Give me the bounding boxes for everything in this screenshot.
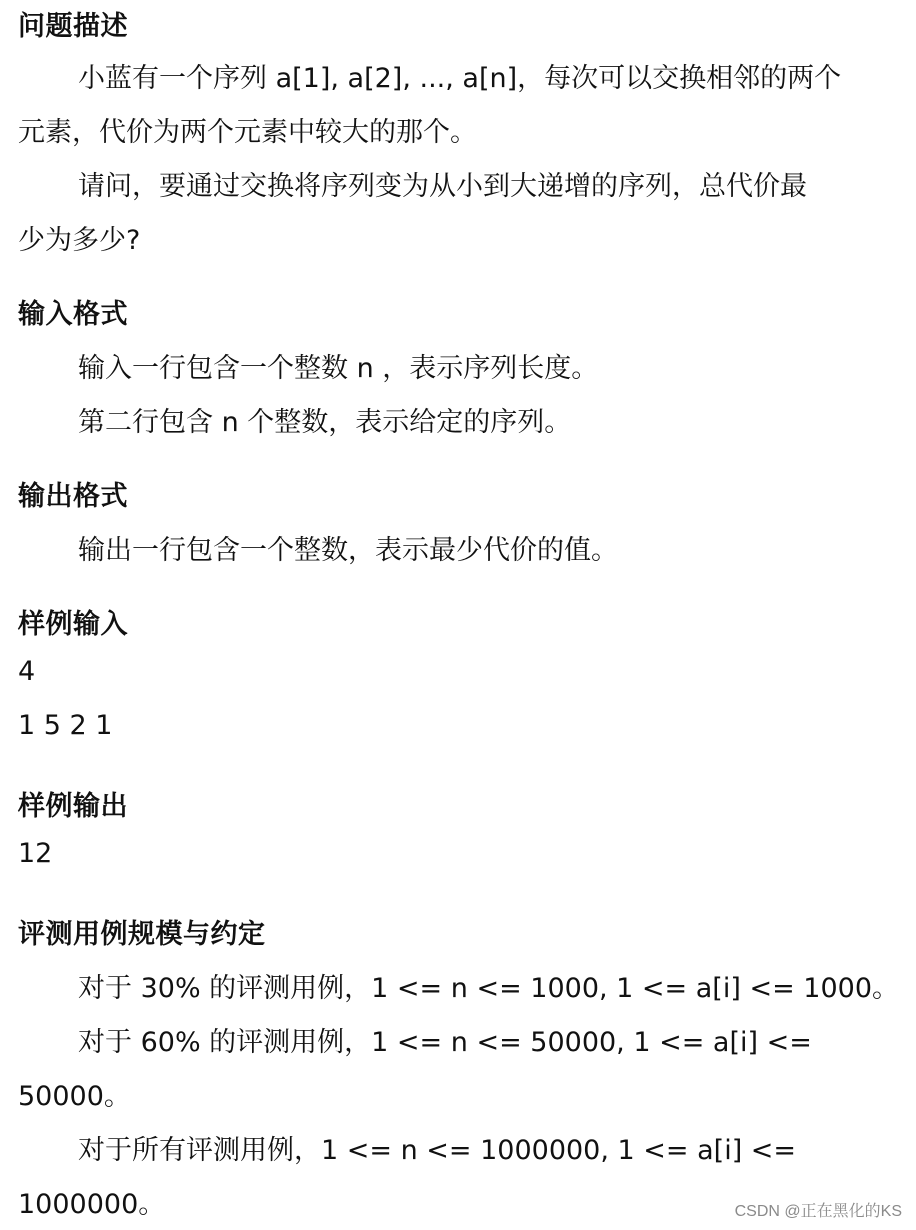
constraints-heading: 评测用例规模与约定 — [18, 919, 266, 950]
output-format-line: 输出一行包含一个整数，表示最少代价的值。 — [78, 535, 618, 566]
description-line: 少为多少? — [18, 225, 141, 256]
input-format-heading: 输入格式 — [18, 299, 128, 330]
description-line: 小蓝有一个序列 a[1], a[2], ..., a[n]，每次可以交换相邻的两个 — [78, 63, 842, 94]
constraints-line: 对于所有评测用例，1 <= n <= 1000000, 1 <= a[i] <= — [78, 1135, 797, 1166]
description-heading: 问题描述 — [18, 11, 128, 42]
sample-output-heading: 样例输出 — [18, 791, 128, 822]
sample-input-line: 4 — [18, 656, 36, 687]
watermark: CSDN @正在黑化的KS — [734, 1203, 902, 1220]
description-line: 元素，代价为两个元素中较大的那个。 — [18, 117, 477, 148]
input-format-line: 输入一行包含一个整数 n ，表示序列长度。 — [78, 353, 599, 384]
constraints-line: 1000000。 — [18, 1189, 166, 1220]
sample-input-line: 1 5 2 1 — [18, 710, 113, 741]
output-format-heading: 输出格式 — [18, 481, 128, 512]
input-format-line: 第二行包含 n 个整数，表示给定的序列。 — [78, 407, 572, 438]
constraints-line: 50000。 — [18, 1081, 131, 1112]
sample-input-heading: 样例输入 — [18, 609, 128, 640]
description-line: 请问，要通过交换将序列变为从小到大递增的序列，总代价最 — [78, 171, 807, 202]
constraints-line: 对于 30% 的评测用例，1 <= n <= 1000, 1 <= a[i] <= 1000。 — [78, 973, 899, 1004]
sample-output-line: 12 — [18, 838, 53, 869]
constraints-line: 对于 60% 的评测用例，1 <= n <= 50000, 1 <= a[i] <= — [78, 1027, 812, 1058]
